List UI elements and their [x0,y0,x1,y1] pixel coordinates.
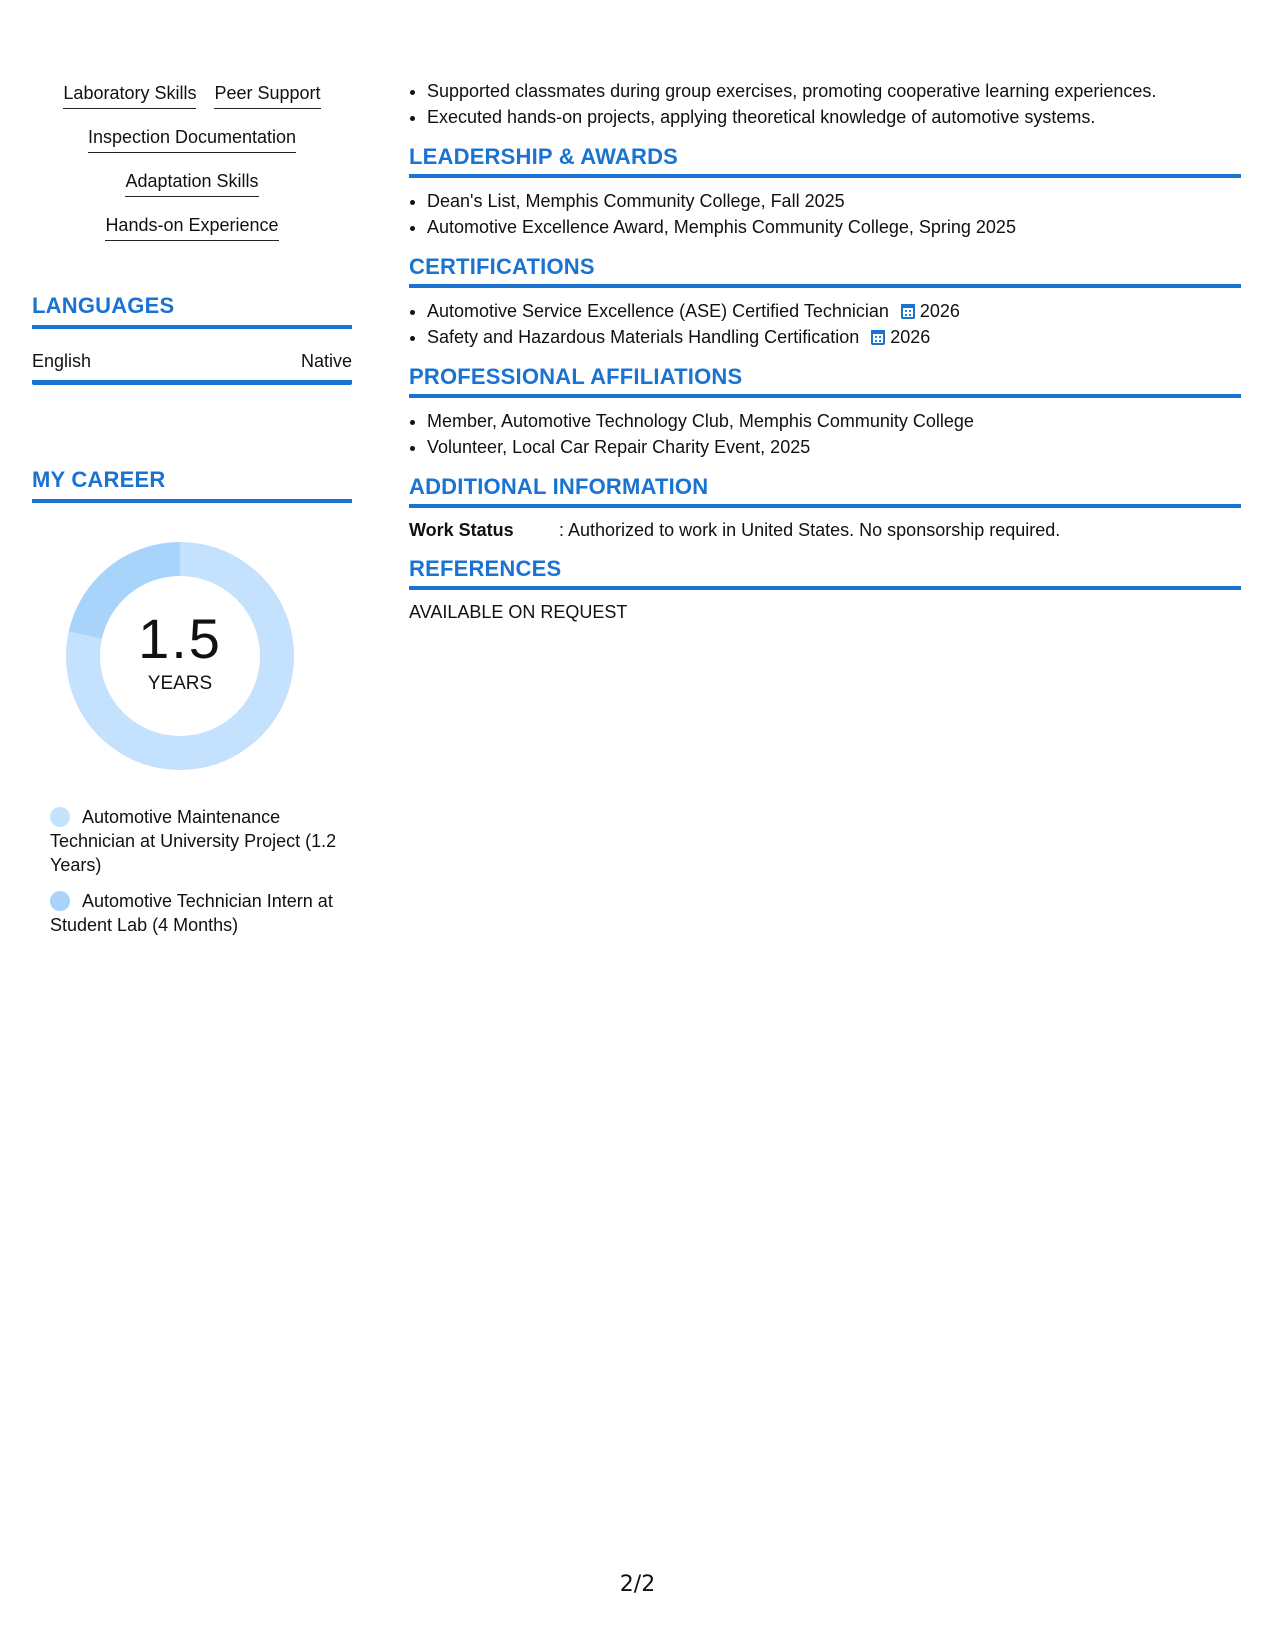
work-status-row [409,518,1241,542]
certifications-list [409,298,1241,350]
legend-dot-icon [50,807,70,827]
leadership-heading: LEADERSHIP & AWARDS [409,144,1241,178]
career-total-years: 1.5 [138,607,222,670]
left-column [32,82,352,949]
additional-heading: ADDITIONAL INFORMATION [409,474,1241,508]
career-legend [50,805,340,937]
references-heading: REFERENCES [409,556,1241,590]
certification-name: Automotive Service Excellence (ASE) Certified Technician [427,301,889,321]
list-item: • Member, Automotive Technology Club, Memphis Community College [427,408,1241,434]
skill-tag: Laboratory Skills [63,82,196,109]
skills-row [32,214,352,241]
skill-tag: Adaptation Skills [125,170,258,197]
experience-bullets [409,78,1241,130]
skill-tag: Inspection Documentation [88,126,296,153]
list-item: • Volunteer, Local Car Repair Charity Event, 2025 [427,434,1241,460]
list-item: • Executed hands-on projects, applying theoretical knowledge of automotive systems. [427,104,1241,130]
language-name: English [32,351,92,371]
list-item: • Automotive Excellence Award, Memphis Community College, Spring 2025 [427,214,1241,240]
list-item [427,298,1241,324]
skill-tag: Peer Support [214,82,320,109]
career-heading: MY CAREER [32,467,352,503]
page-number: 2/2 [619,1572,656,1597]
list-item [427,324,1241,350]
certifications-heading: CERTIFICATIONS [409,254,1241,288]
additional-section [409,474,1241,542]
list-item: • Dean's List, Memphis Community College, Fall 2025 [427,188,1241,214]
calendar-icon [871,330,885,345]
legend-label: Automotive Maintenance Technician at University Project (1.2 Years) [50,807,337,875]
certification-name: Safety and Hazardous Materials Handling Certification [427,327,860,347]
skills-row [32,170,352,197]
language-level: Native [300,351,352,371]
skill-tag: Hands-on Experience [105,214,278,241]
affiliations-section [409,364,1241,460]
certification-year: 2026 [890,327,931,347]
leadership-list [409,188,1241,240]
work-status-value: : Authorized to work in United States. No sponsorship required. [559,520,1061,540]
leadership-section [409,144,1241,240]
language-row [32,351,352,385]
references-text: AVAILABLE ON REQUEST [409,602,628,622]
affiliations-heading: PROFESSIONAL AFFILIATIONS [409,364,1241,398]
certifications-section [409,254,1241,350]
skills-row [32,126,352,153]
skills-list [32,82,352,241]
right-column [409,78,1241,623]
donut-center [65,541,295,771]
references-section [409,556,1241,623]
legend-item [50,889,340,937]
affiliations-list [409,408,1241,460]
legend-dot-icon [50,891,70,911]
calendar-icon [901,304,915,319]
list-item: • Supported classmates during group exercises, promoting cooperative learning experiences. [427,78,1241,104]
legend-label: Automotive Technician Intern at Student Lab (4 Months) [50,891,333,935]
legend-item [50,805,340,877]
work-status-label: Work Status [409,520,514,540]
career-total-unit: YEARS [147,673,213,694]
certification-year: 2026 [919,301,960,321]
career-donut-chart [65,541,295,771]
languages-heading: LANGUAGES [32,293,352,329]
skills-row [32,82,352,109]
